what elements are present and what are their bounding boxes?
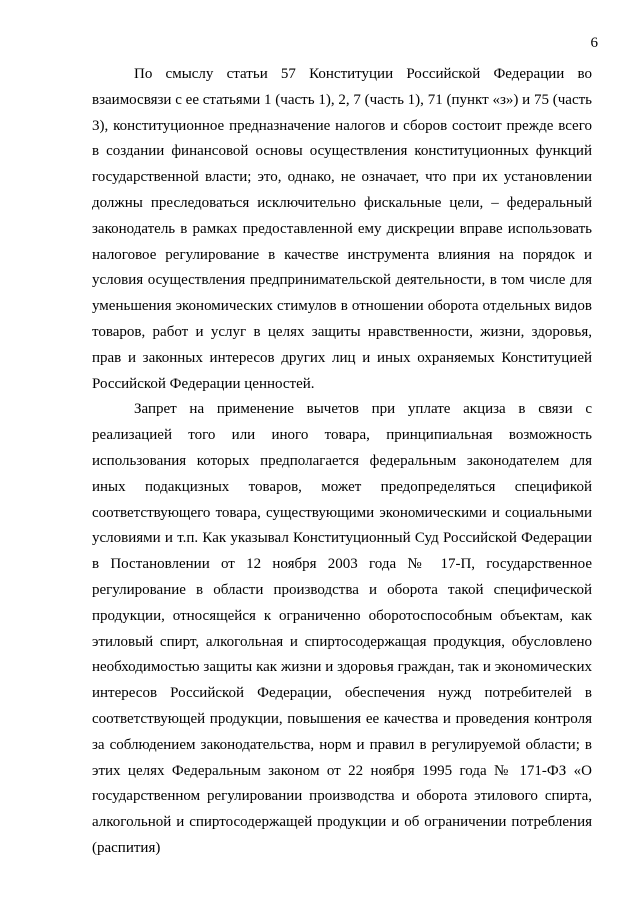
paragraph: По смыслу статьи 57 Конституции Российской Федерации во взаимосвязи с ее статьями 1 (часть 1), 2, 7 (часть 1), 71 (пункт «з») и 75 (часть 3), конституционное предназначение налогов и сборов состоит прежде всего в создании финансовой основы осуществления конституционных функций государственной власти; это, однако, не означает, что при их установлении должны преследоваться исключительно фискальные цели, – федеральный законодатель в рамках предоставленной ему дискреции вправе использовать налоговое регулирование в качестве инструмента влияния на порядок и условия осуществления предпринимательской деятельности, в том числе для уменьшения экономических стимулов в отношении оборота отдельных видов товаров, работ и услуг в целях защиты нравственности, жизни, здоровья, прав и законных интересов других лиц и иных охраняемых Конституцией Российской Федерации ценностей.: [92, 66, 592, 392]
paragraph: Запрет на применение вычетов при уплате акциза в связи с реализацией того или иного товара, принципиальная возможность использования которых предполагается федеральным законодателем для иных подакцизных товаров, может предопределяться спецификой соответствующего товара, существующими экономическими и социальными условиями и т.п. Как указывал Конституционный Суд Российской Федерации в Постановлении от 12 ноября 2003 года № 17-П, государственное регулирование в области производства и оборота такой специфической продукции, относящейся к ограниченно оборотоспособным объектам, как этиловый спирт, алкогольная и спиртосодержащая продукция, обусловлено необходимостью защиты как жизни и здоровья граждан, так и экономических интересов Российской Федерации, обеспечения нужд потребителей в соответствующей продукции, повышения ее качества и проведения контроля за соблюдением законодательства, норм и правил в регулируемой области; в этих целях Федеральным законом от 22 ноября 1995 года № 171-ФЗ «О государственном регулировании производства и оборота этилового спирта, алкогольной и спиртосодержащей продукции и об ограничении потребления (распития): [92, 401, 592, 856]
document-body: [92, 62, 592, 862]
page-number: 6: [590, 35, 598, 51]
